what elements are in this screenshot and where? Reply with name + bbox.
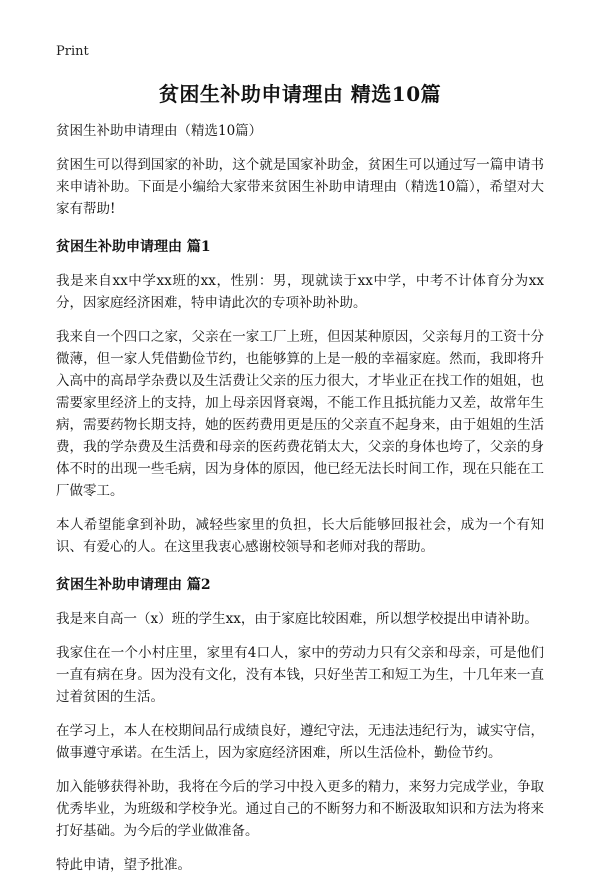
document-subtitle: 贫困生补助申请理由（精选10篇） — [56, 123, 263, 139]
section-2-paragraph-3: 在学习上，本人在校期间品行成绩良好，遵纪守法，无违法违纪行为，诚实守信，做事遵守承诺。在生活上，因为家庭经济困难，所以生活俭朴，勤俭节约。 — [56, 723, 544, 761]
section-2-paragraph-2: 我家住在一个小村庄里，家里有4口人，家中的劳动力只有父亲和母亲，可是他们一直有病在身。因为没有文化，没有本钱，只好坐苦工和短工为生，十几年来一直过着贫困的生活。 — [56, 645, 544, 705]
section-2-paragraph-5: 特此申请，望予批准。 — [56, 857, 191, 873]
section-1-paragraph-1: 我是来自xx中学xx班的xx，性别：男，现就读于xx中学，中考不计体育分为xx分，因家庭经济困难，特申请此次的专项补助补助。 — [56, 273, 544, 311]
section-heading-1: 贫困生补助申请理由 篇1 — [56, 239, 211, 255]
section-1-paragraph-3: 本人希望能拿到补助，减轻些家里的负担，长大后能够回报社会，成为一个有知识、有爱心的人。在这里我衷心感谢校领导和老师对我的帮助。 — [56, 517, 544, 555]
print-link[interactable]: Print — [56, 44, 89, 59]
intro-paragraph: 贫困生可以得到国家的补助，这个就是国家补助金，贫困生可以通过写一篇申请书来申请补助。下面是小编给大家带来贫困生补助申请理由（精选10篇），希望对大家有帮助! — [56, 157, 544, 217]
section-1-paragraph-2: 我来自一个四口之家，父亲在一家工厂上班，但因某种原因，父亲每月的工资十分微薄，但一家人凭借勤俭节约，也能够算的上是一般的幸福家庭。然而，我即将升入高中的高昂学杂费以及生活费让父亲的压力很大，才毕业正在找工作的姐姐，也需要家里经济上的支持，加上母亲因肾衰竭，不能工作且抵抗能力又差，故常年生病，需要药物长期支持，她的医药费用更是压的父亲直不起身来，由于姐姐的生活费，我的学杂费及生活费和母亲的医药费花销太大，父亲的身体也垮了，父亲的身体不时的出现一些毛病，因为身体的原因，他已经无法长时间工作，现在只能在工厂做零工。 — [56, 329, 544, 499]
section-2-paragraph-1: 我是来自高一（x）班的学生xx，由于家庭比较困难，所以想学校提出申请补助。 — [56, 611, 538, 627]
section-2-paragraph-4: 加入能够获得补助，我将在今后的学习中投入更多的精力，来努力完成学业，争取优秀毕业，为班级和学校争光。通过自己的不断努力和不断汲取知识和方法为将来打好基础。为今后的学业做准备。 — [56, 779, 544, 839]
document-title: 贫困生补助申请理由 精选10篇 — [158, 82, 442, 106]
section-heading-2: 贫困生补助申请理由 篇2 — [56, 577, 211, 593]
